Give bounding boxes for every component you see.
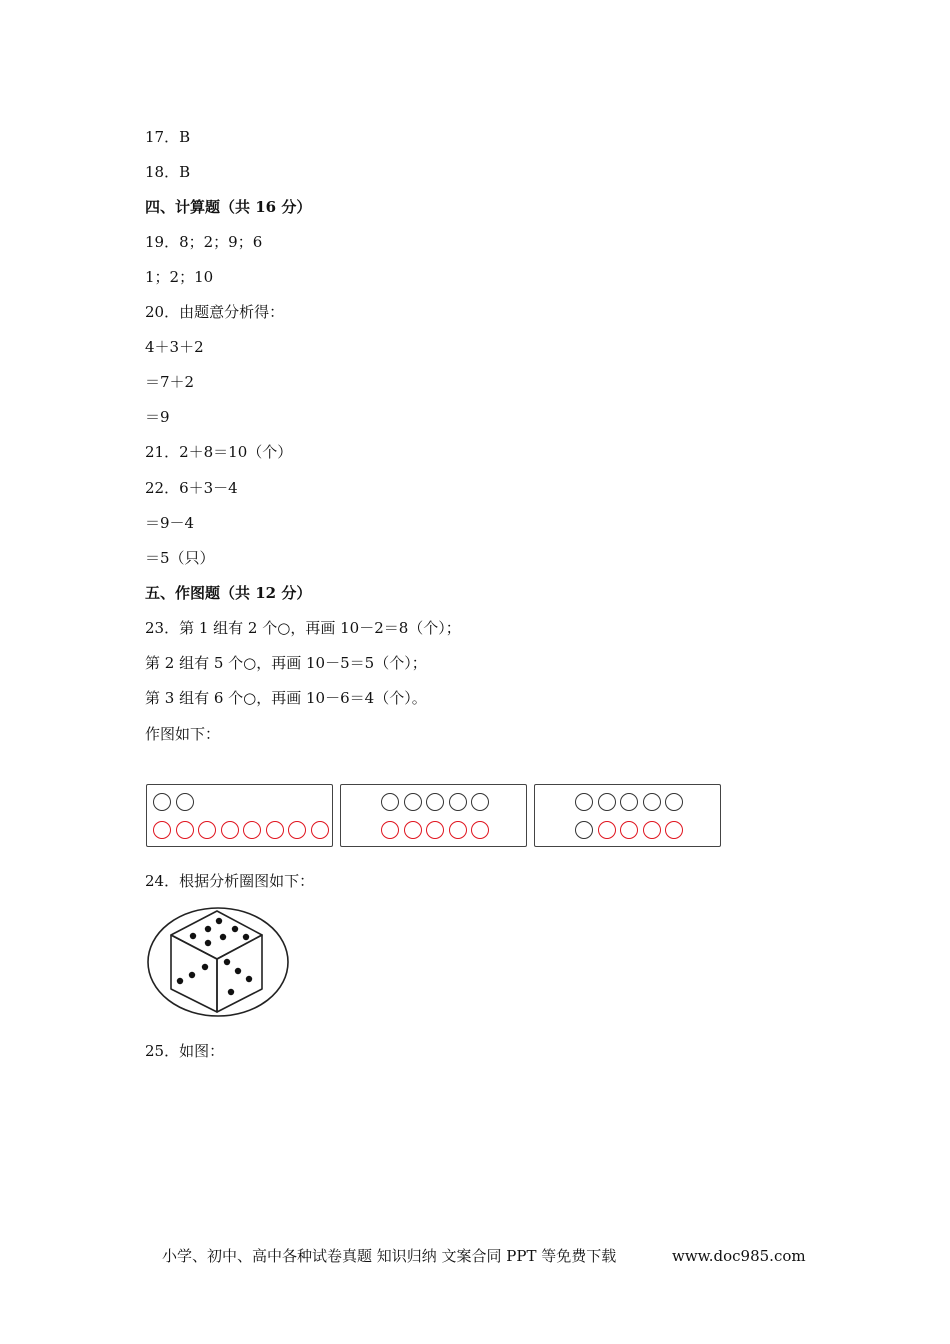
drawn-circle (620, 821, 638, 839)
given-circle (575, 793, 593, 811)
given-circle (176, 793, 194, 811)
answer-19-line-1: 19．8；2；9；6 (145, 233, 263, 251)
footer-link[interactable]: www.doc985.com (672, 1247, 806, 1265)
drawn-circle (243, 821, 261, 839)
drawn-circle (288, 821, 306, 839)
dice-icon (171, 911, 262, 1012)
drawn-circle (176, 821, 194, 839)
answer-25: 25．如图： (145, 1042, 225, 1060)
drawn-circle (598, 821, 616, 839)
answer-22-line-2: ＝9－4 (145, 514, 195, 532)
drawn-circle (198, 821, 216, 839)
answer-18: 18．B (145, 163, 191, 181)
drawn-circle (426, 821, 444, 839)
drawn-circle (153, 821, 171, 839)
drawn-circle (643, 821, 661, 839)
group-box-2 (340, 784, 527, 847)
given-circle (575, 821, 593, 839)
given-circle (471, 793, 489, 811)
circle-loop (148, 908, 288, 1016)
answer-17: 17．B (145, 128, 191, 146)
answer-23-line-4: 作图如下： (145, 725, 221, 743)
drawn-circle (471, 821, 489, 839)
answer-20-line-4: ＝9 (145, 408, 170, 426)
drawn-circle (221, 821, 239, 839)
circled-dice-figure (145, 905, 291, 1020)
circle-groups-figure (146, 784, 726, 850)
answer-20-line-1: 20．由题意分析得： (145, 303, 285, 321)
given-circle (620, 793, 638, 811)
footer-text: 小学、初中、高中各种试卷真题 知识归纳 文案合同 PPT 等免费下载 (162, 1247, 617, 1265)
given-circle (153, 793, 171, 811)
drawn-circle (266, 821, 284, 839)
drawn-circle (381, 821, 399, 839)
section-4-heading: 四、计算题（共 16 分） (145, 198, 312, 216)
answer-24: 24．根据分析圈图如下： (145, 872, 315, 890)
group-box-3 (534, 784, 721, 847)
answer-22-line-3: ＝5（只） (145, 549, 215, 567)
given-circle (643, 793, 661, 811)
answer-21: 21．2＋8＝10（个） (145, 443, 293, 461)
drawn-circle (665, 821, 683, 839)
group-box-1 (146, 784, 333, 847)
drawn-circle (404, 821, 422, 839)
given-circle (665, 793, 683, 811)
answer-20-line-3: ＝7＋2 (145, 373, 195, 391)
dice-dots (177, 918, 252, 995)
answer-23-line-2: 第 2 组有 5 个○，再画 10－5＝5（个）； (145, 654, 427, 672)
given-circle (449, 793, 467, 811)
answer-22-line-1: 22．6＋3－4 (145, 479, 238, 497)
drawn-circle (311, 821, 329, 839)
answer-20-line-2: 4＋3＋2 (145, 338, 204, 356)
answer-19-line-2: 1；2；10 (145, 268, 214, 286)
section-5-heading: 五、作图题（共 12 分） (145, 584, 312, 602)
answer-23-line-1: 23．第 1 组有 2 个○，再画 10－2＝8（个）； (145, 619, 461, 637)
given-circle (426, 793, 444, 811)
drawn-circle (449, 821, 467, 839)
given-circle (381, 793, 399, 811)
given-circle (598, 793, 616, 811)
answer-23-line-3: 第 3 组有 6 个○，再画 10－6＝4（个）。 (145, 689, 427, 707)
given-circle (404, 793, 422, 811)
